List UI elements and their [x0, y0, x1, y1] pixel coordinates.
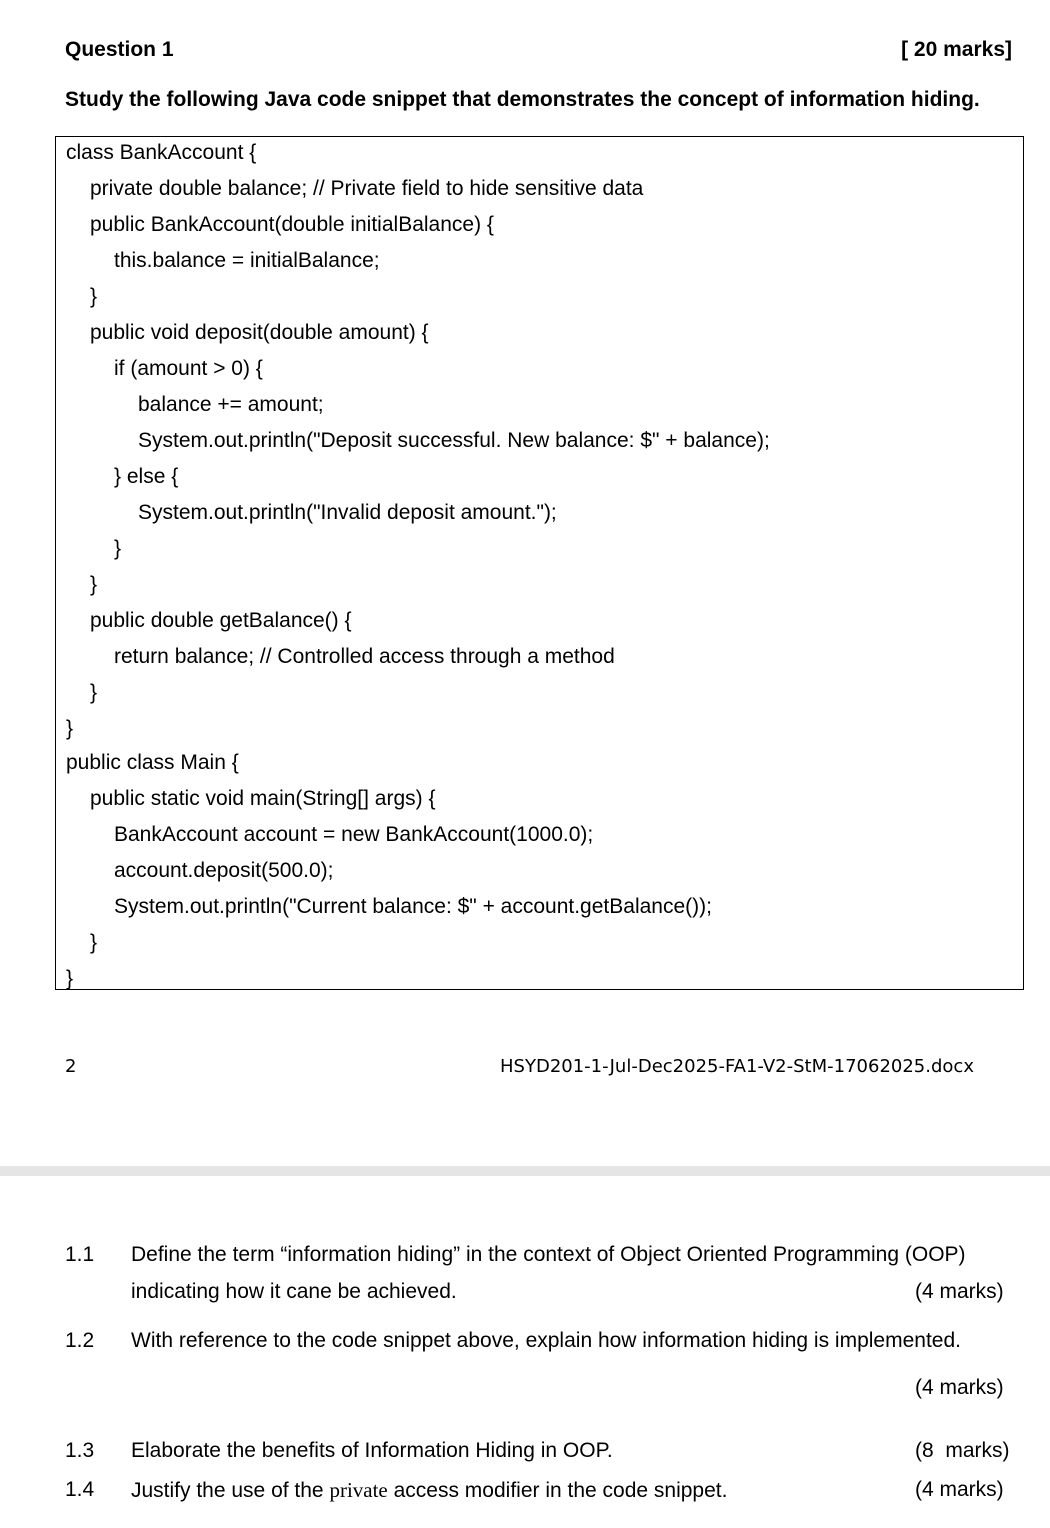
code-line: System.out.println("Current balance: $" + account.getBalance()); [114, 895, 712, 918]
question-text [131, 1478, 727, 1503]
code-line: public double getBalance() { [90, 609, 352, 632]
question-text-part: Justify the use of the [131, 1479, 324, 1502]
question-number: 1.3 [65, 1439, 95, 1462]
code-line: } else { [114, 465, 179, 488]
code-line: public static void main(String[] args) { [90, 787, 436, 810]
code-line: } [114, 537, 122, 560]
question-text: Elaborate the benefits of Information Hiding in OOP. [131, 1439, 613, 1462]
code-line: System.out.println("Invalid deposit amount."); [138, 501, 557, 524]
code-line: public class Main { [66, 751, 239, 774]
question-marks: (4 marks) [915, 1478, 1004, 1501]
code-line: } [90, 285, 98, 308]
question-total-marks: [ 20 marks] [901, 38, 1012, 61]
question-title: Question 1 [65, 38, 174, 61]
private-keyword: private [329, 1478, 388, 1502]
code-line: if (amount > 0) { [114, 357, 263, 380]
question-number: 1.2 [65, 1329, 95, 1352]
question-text: indicating how it cane be achieved. [131, 1280, 457, 1303]
question-text: With reference to the code snippet above, explain how information hiding is implemented. [131, 1329, 961, 1352]
code-line: BankAccount account = new BankAccount(1000.0); [114, 823, 594, 846]
question-text-part: access modifier in the code snippet. [393, 1479, 728, 1502]
code-snippet-box [55, 136, 1024, 990]
code-line: account.deposit(500.0); [114, 859, 334, 882]
code-line: this.balance = initialBalance; [114, 249, 380, 272]
code-line: return balance; // Controlled access through a method [114, 645, 615, 668]
page-number: 2 [65, 1056, 77, 1077]
question-number: 1.1 [65, 1243, 95, 1266]
code-line: } [90, 681, 98, 704]
question-marks: (4 marks) [915, 1280, 1004, 1303]
code-line: } [66, 967, 74, 990]
code-line: } [90, 931, 98, 954]
question-text: Define the term “information hiding” in the context of Object Oriented Programming (OOP) [131, 1243, 966, 1266]
code-line: private double balance; // Private field to hide sensitive data [90, 177, 644, 200]
code-line: } [66, 717, 74, 740]
code-line: } [90, 573, 98, 596]
question-intro: Study the following Java code snippet that demonstrates the concept of information hiding. [65, 88, 980, 111]
code-line: public BankAccount(double initialBalance) { [90, 213, 494, 236]
code-line: System.out.println("Deposit successful. New balance: $" + balance); [138, 429, 770, 452]
question-marks: (4 marks) [915, 1376, 1004, 1399]
question-marks: (8 marks) [915, 1439, 1010, 1462]
page-separator [0, 1166, 1050, 1176]
document-filename: HSYD201-1-Jul-Dec2025-FA1-V2-StM-17062025.docx [500, 1056, 974, 1077]
code-line: public void deposit(double amount) { [90, 321, 429, 344]
code-line: balance += amount; [138, 393, 324, 416]
code-line: class BankAccount { [66, 141, 257, 164]
question-number: 1.4 [65, 1478, 95, 1501]
